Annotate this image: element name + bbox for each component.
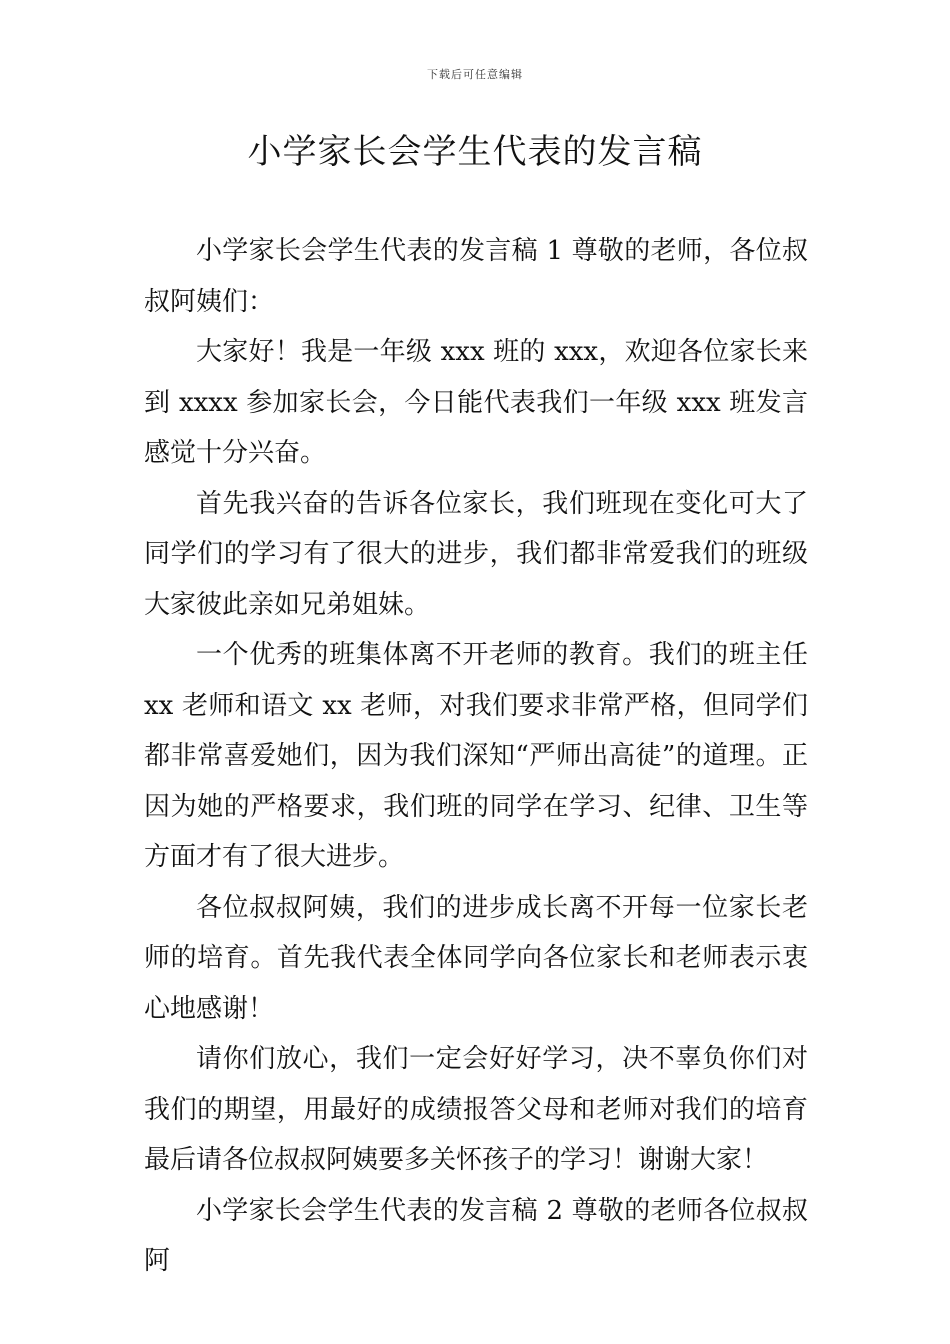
paragraph-2: 大家好！我是一年级 xxx 班的 xxx，欢迎各位家长来到 xxxx 参加家长会，今日能代表我们一年级 xxx 班发言感觉十分兴奋。 — [144, 337, 808, 468]
paragraph-7: 小学家长会学生代表的发言稿 2 尊敬的老师各位叔叔阿 — [144, 1195, 808, 1276]
paragraph-1: 小学家长会学生代表的发言稿 1 尊敬的老师，各位叔叔阿姨们： — [144, 236, 808, 317]
header-note: 下载后可任意编辑 — [427, 68, 523, 81]
paragraph-5: 各位叔叔阿姨，我们的进步成长离不开每一位家长老师的培育。首先我代表全体同学向各位家长和老师表示衷心地感谢！ — [144, 892, 808, 1024]
paragraph-6: 请你们放心，我们一定会好好学习，决不辜负你们对我们的期望，用最好的成绩报答父母和老师对我们的培育最后请各位叔叔阿姨要多关怀孩子的学习！谢谢大家！ — [144, 1044, 808, 1175]
document-body — [144, 226, 808, 1287]
paragraph-4: 一个优秀的班集体离不开老师的教育。我们的班主任 xx 老师和语文 xx 老师，对我们要求非常严格，但同学们都非常喜爱她们，因为我们深知“严师出高徒”的道理。正因为她的严格要求，我们班的同学在学习、纪律、卫生等方面才有了很大进步。 — [144, 640, 808, 872]
paragraph-3: 首先我兴奋的告诉各位家长，我们班现在变化可大了同学们的学习有了很大的进步，我们都非常爱我们的班级大家彼此亲如兄弟姐妹。 — [144, 488, 808, 620]
document-title: 小学家长会学生代表的发言稿 — [247, 132, 703, 172]
